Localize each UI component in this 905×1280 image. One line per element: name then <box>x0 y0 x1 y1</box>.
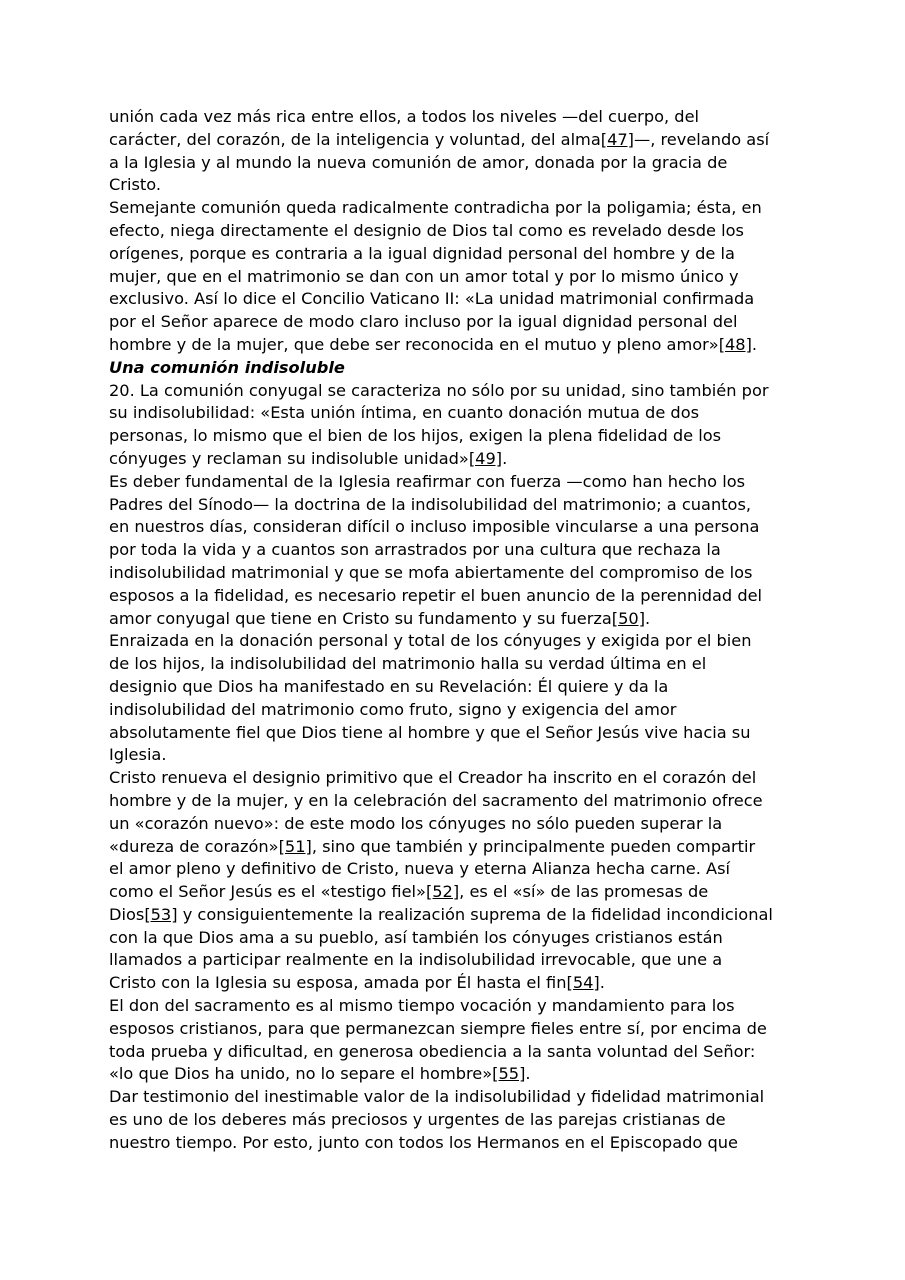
text-span: Es deber fundamental de la Iglesia reafirmar con fuerza —como han hecho los <box>109 471 746 491</box>
text-span: «lo que Dios ha unido, no lo separe el hombre» <box>109 1064 493 1084</box>
footnote-link[interactable]: [52] <box>425 882 460 902</box>
text-line <box>109 562 799 585</box>
text-span: orígenes, porque es contraria a la igual dignidad personal del hombre y de la <box>109 243 735 263</box>
text-span: amor conyugal que tiene en Cristo su fundamento y su fuerza <box>109 608 612 628</box>
text-line <box>109 106 799 129</box>
text-span: . <box>645 608 651 628</box>
text-line <box>109 471 799 494</box>
text-span: Padres del Sínodo— la doctrina de la indisolubilidad del matrimonio; a cuantos, <box>109 494 752 514</box>
text-line <box>109 266 799 289</box>
text-span: designio que Dios ha manifestado en su Revelación: Él quiere y da la <box>109 676 669 696</box>
text-line <box>109 744 799 767</box>
text-span: por toda la vida y a cuantos son arrastrados por una cultura que rechaza la <box>109 540 721 560</box>
text-span: por el Señor aparece de modo claro incluso por la igual dignidad personal del <box>109 312 738 332</box>
text-line <box>109 767 799 790</box>
text-span: Dar testimonio del inestimable valor de la indisolubilidad y fidelidad matrimonial <box>109 1087 765 1107</box>
text-line <box>109 904 799 927</box>
text-span: esposos a la fidelidad, es necesario repetir el buen anuncio de la perennidad del <box>109 585 763 605</box>
text-span: . <box>751 334 758 354</box>
text-line <box>109 220 799 243</box>
footnote-link[interactable]: [55] <box>492 1064 526 1084</box>
text-span: Cristo renueva el designio primitivo que el Creador ha inscrito en el corazón del <box>109 768 757 788</box>
text-span: . <box>525 1064 531 1084</box>
text-line <box>109 152 799 175</box>
text-line <box>109 1018 799 1041</box>
text-line <box>109 699 799 722</box>
footnote-link[interactable]: [48] <box>718 334 752 354</box>
text-line <box>109 949 799 972</box>
footnote-link[interactable]: [53] <box>144 904 178 924</box>
footnote-link[interactable]: [51] <box>278 836 312 856</box>
text-line <box>109 653 799 676</box>
text-line <box>109 1041 799 1064</box>
text-line <box>109 334 799 357</box>
text-span: «dureza de corazón» <box>109 836 279 856</box>
text-span: Enraizada en la donación personal y total de los cónyuges y exigida por el bien <box>109 631 752 651</box>
text-span: con la que Dios ama a su pueblo, así también los cónyuges cristianos están <box>109 927 723 947</box>
text-span: exclusivo. Así lo dice el Concilio Vaticano II: «La unidad matrimonial confirmada <box>109 289 755 309</box>
text-span: a la Iglesia y al mundo la nueva comunión de amor, donada por la gracia de <box>109 152 728 172</box>
text-line <box>109 585 799 608</box>
text-line <box>109 836 799 859</box>
text-line <box>109 174 799 197</box>
text-span: , sino que también y principalmente pueden compartir <box>311 836 756 856</box>
text-span: toda prueba y dificultad, en generosa obediencia a la santa voluntad del Señor: <box>109 1041 756 1061</box>
text-span: indisolubilidad matrimonial y que se mofa abiertamente del compromiso de los <box>109 562 753 582</box>
text-line <box>109 813 799 836</box>
text-line <box>109 995 799 1018</box>
text-line <box>109 790 799 813</box>
text-span: llamados a participar realmente en la indisolubilidad irrevocable, que une a <box>109 950 723 970</box>
footnote-link[interactable]: [49] <box>468 448 503 468</box>
text-span: Semejante comunión queda radicalmente contradicha por la poligamia; ésta, en <box>109 198 762 218</box>
text-span: un «corazón nuevo»: de este modo los cónyuges no sólo pueden superar la <box>109 813 723 833</box>
text-span: mujer, que en el matrimonio se dan con un amor total y por lo mismo único y <box>109 266 739 286</box>
text-line <box>109 676 799 699</box>
text-line <box>109 197 799 220</box>
text-span: esposos cristianos, para que permanezcan siempre fieles entre sí, por encima de <box>109 1018 767 1038</box>
text-span: indisolubilidad del matrimonio como fruto, signo y exigencia del amor <box>109 699 677 719</box>
text-line <box>109 927 799 950</box>
text-span: Cristo. <box>109 175 162 195</box>
text-line <box>109 288 799 311</box>
text-line <box>109 881 799 904</box>
text-span: de los hijos, la indisolubilidad del matrimonio halla su verdad última en el <box>109 654 707 674</box>
text-span: efecto, niega directamente el designio de Dios tal como es revelado desde los <box>109 220 744 240</box>
text-span: unión cada vez más rica entre ellos, a todos los niveles —del cuerpo, del <box>109 107 700 126</box>
text-span: , es el «sí» de las promesas de <box>459 882 709 902</box>
text-line <box>109 402 799 425</box>
text-line <box>109 539 799 562</box>
text-span: . <box>502 448 508 468</box>
text-span: hombre y de la mujer, que debe ser reconocida en el mutuo y pleno amor» <box>109 334 719 354</box>
text-span: Una comunión indisoluble <box>109 357 345 377</box>
footnote-link[interactable]: [47] <box>600 129 634 149</box>
footnote-link[interactable]: [54] <box>566 973 600 993</box>
section-heading <box>109 357 799 380</box>
text-span: personas, lo mismo que el bien de los hijos, exigen la plena fidelidad de los <box>109 426 722 446</box>
text-line <box>109 972 799 995</box>
text-span: absolutamente fiel que Dios tiene al hombre y que el Señor Jesús vive hacia su <box>109 722 751 742</box>
text-line <box>109 380 799 403</box>
text-line <box>109 311 799 334</box>
text-line <box>109 858 799 881</box>
text-span: hombre y de la mujer, y en la celebración del sacramento del matrimonio ofrece <box>109 790 763 810</box>
footnote-link[interactable]: [50] <box>611 608 646 628</box>
text-span: Cristo con la Iglesia su esposa, amada por Él hasta el fin <box>109 973 567 993</box>
text-line <box>109 630 799 653</box>
text-line <box>109 129 799 152</box>
text-span: carácter, del corazón, de la inteligencia y voluntad, del alma <box>109 129 601 149</box>
text-line <box>109 1086 799 1109</box>
text-span: en nuestros días, consideran difícil o incluso imposible vincularse a una persona <box>109 517 760 537</box>
text-line <box>109 516 799 539</box>
text-span: como el Señor Jesús es el «testigo fiel» <box>109 882 426 902</box>
document-page <box>109 106 799 1155</box>
text-span: y consiguientemente la realización suprema de la fidelidad incondicional <box>177 904 773 924</box>
text-span: El don del sacramento es al mismo tiempo vocación y mandamiento para los <box>109 996 735 1016</box>
text-span: el amor pleno y definitivo de Cristo, nueva y eterna Alianza hecha carne. Así <box>109 859 730 879</box>
text-span: es uno de los deberes más preciosos y urgentes de las parejas cristianas de <box>109 1110 726 1130</box>
text-span: . <box>599 973 605 993</box>
text-line <box>109 494 799 517</box>
text-span: —, revelando así <box>634 129 770 149</box>
text-line <box>109 608 799 631</box>
text-line <box>109 1109 799 1132</box>
text-span: 20. La comunión conyugal se caracteriza no sólo por su unidad, sino también por <box>109 380 769 400</box>
text-line <box>109 1063 799 1086</box>
text-line <box>109 425 799 448</box>
text-span: Iglesia. <box>109 745 167 765</box>
text-span: Dios <box>109 904 145 924</box>
text-span: cónyuges y reclaman su indisoluble unidad» <box>109 448 469 468</box>
text-span: nuestro tiempo. Por esto, junto con todos los Hermanos en el Episcopado que <box>109 1132 738 1152</box>
text-span: su indisolubilidad: «Esta unión íntima, en cuanto donación mutua de dos <box>109 403 700 423</box>
text-line <box>109 448 799 471</box>
text-line <box>109 1132 799 1155</box>
text-line <box>109 722 799 745</box>
text-line <box>109 243 799 266</box>
